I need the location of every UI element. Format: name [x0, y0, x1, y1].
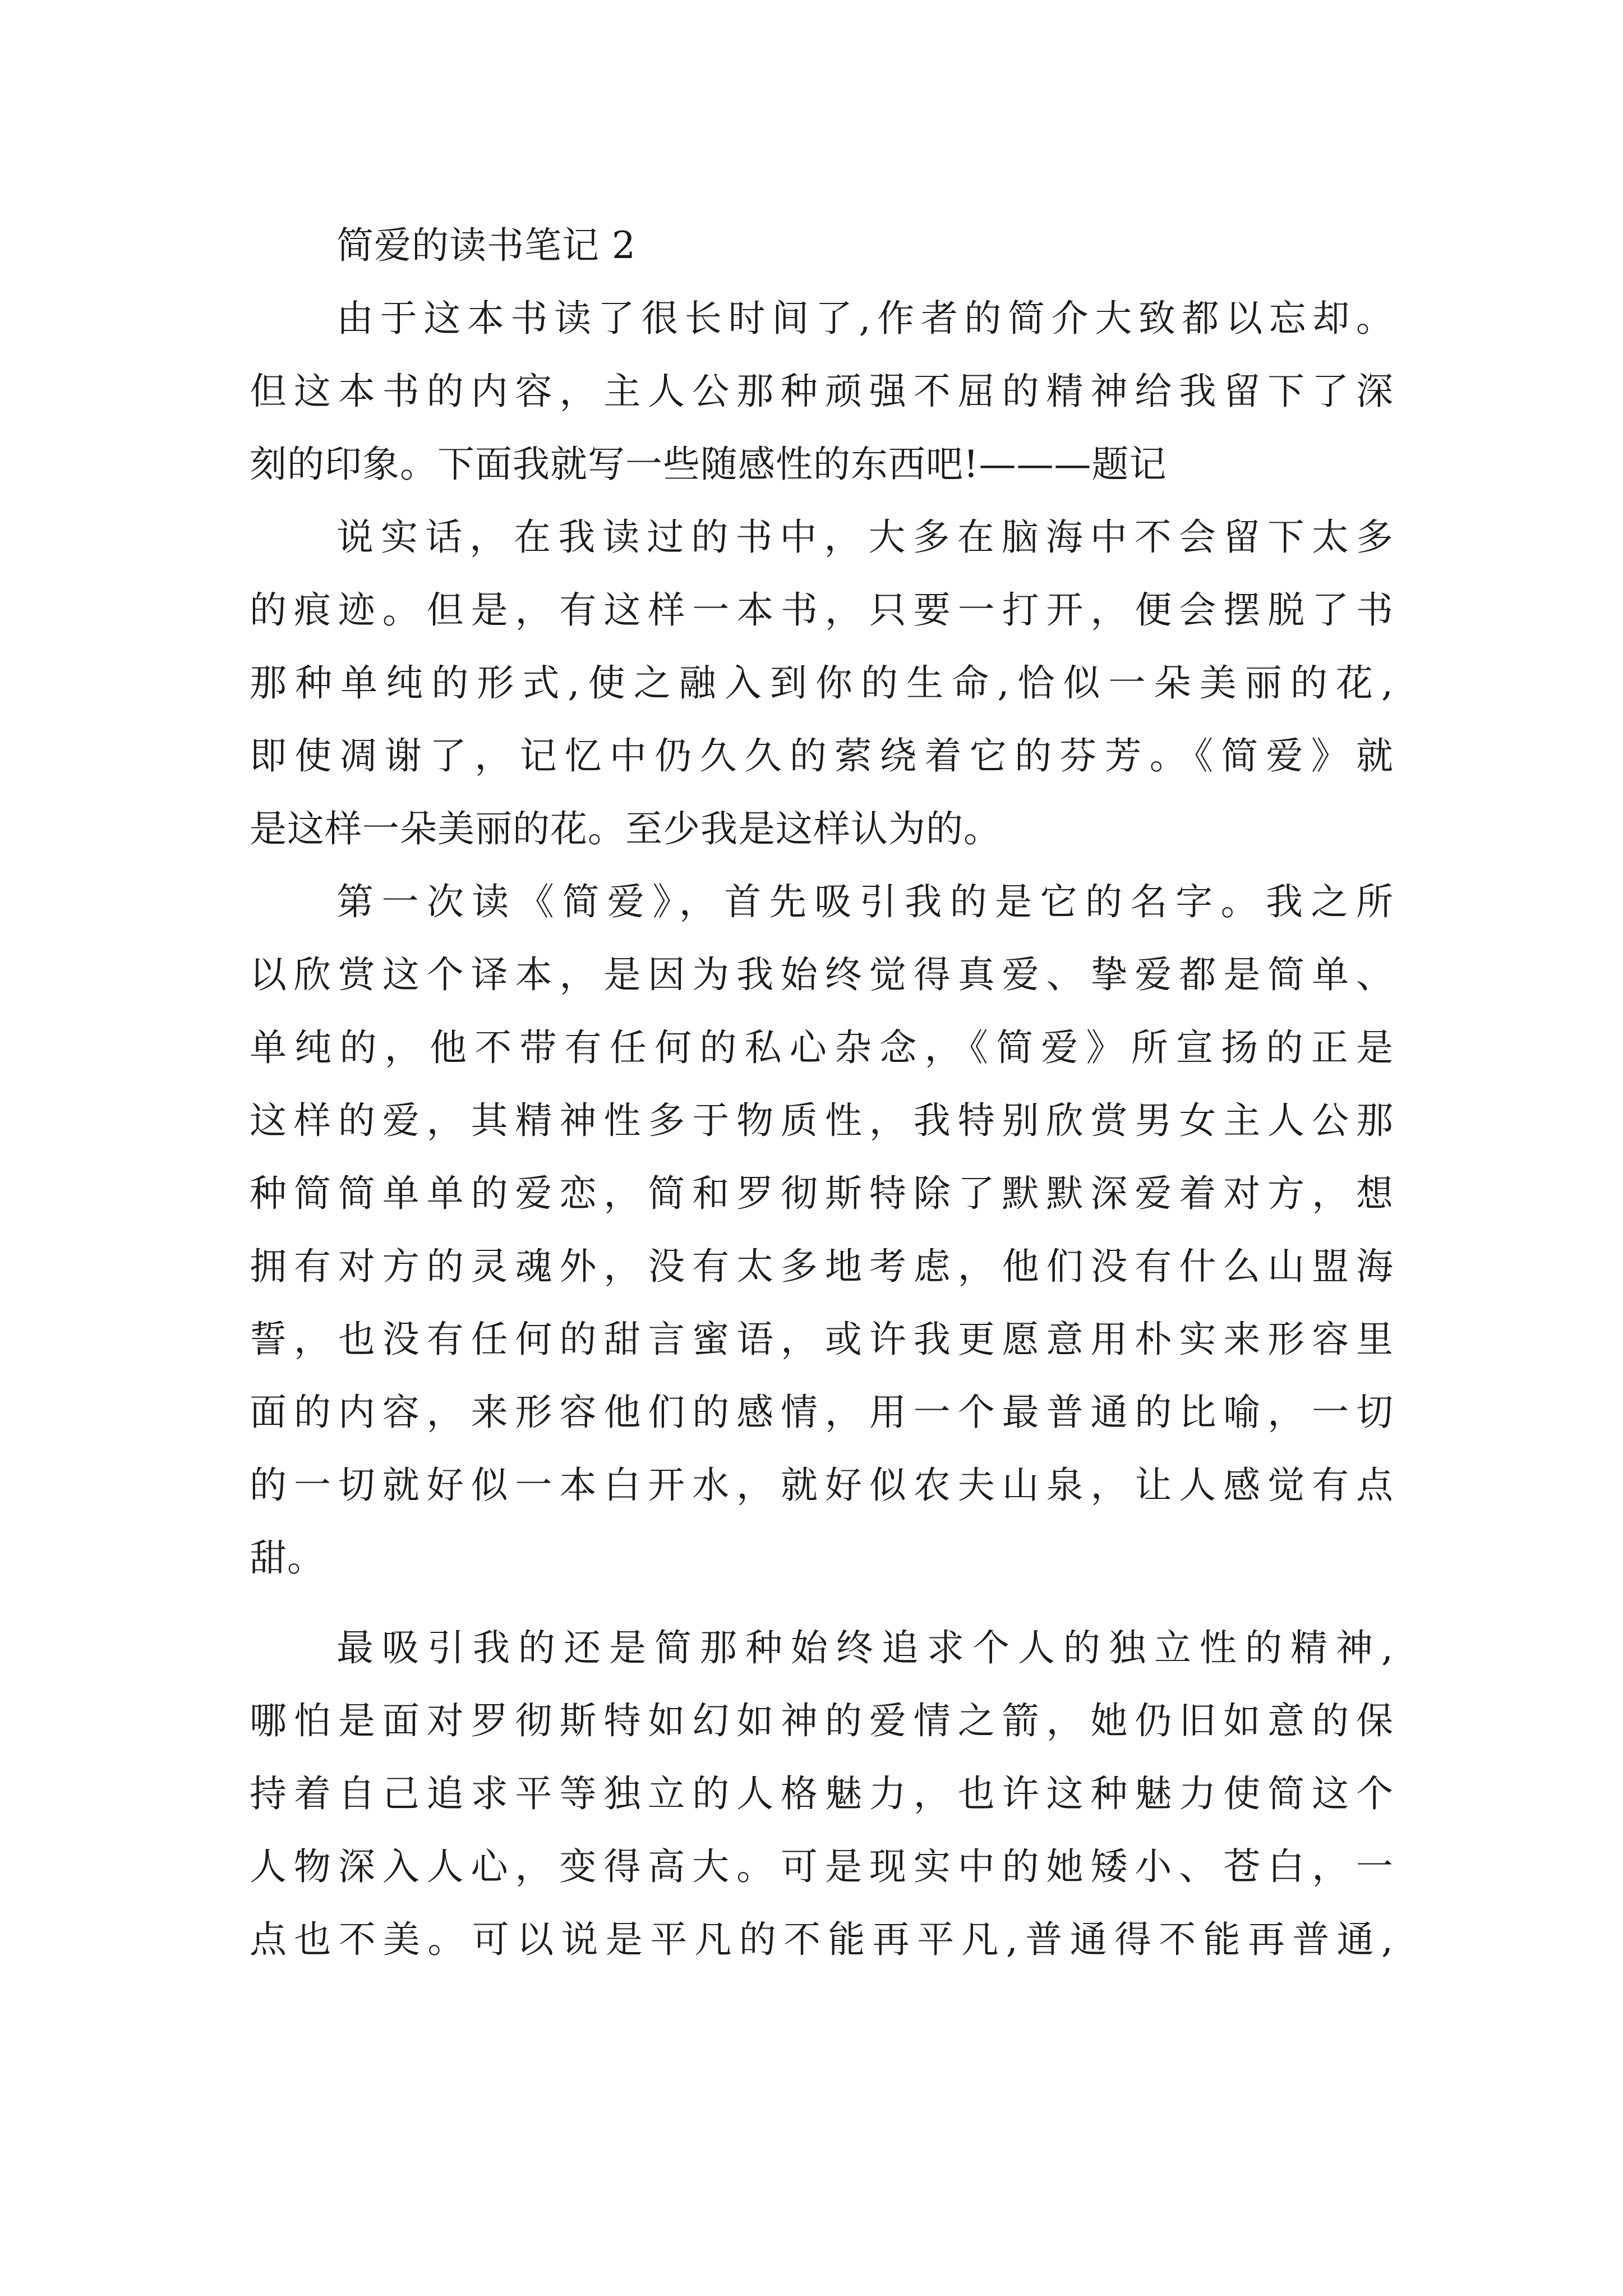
text-line: 的一切就好似一本白开水，就好似农夫山泉，让人感觉有点 — [250, 1464, 1394, 1507]
document-title: 简爱的读书笔记 2 — [336, 224, 636, 267]
text-line: 单纯的，他不带有任何的私心杂念，《简爱》所宣扬的正是 — [250, 1026, 1394, 1069]
text-line: 人物深入人心，变得高大。可是现实中的她矮小、苍白，一 — [250, 1845, 1394, 1888]
text-line: 是这样一朵美丽的花。至少我是这样认为的。 — [250, 807, 1001, 850]
text-line: 甜。 — [250, 1536, 325, 1580]
text-line: 面的内容，来形容他们的感情，用一个最普通的比喻，一切 — [250, 1391, 1394, 1434]
text-line: 持着自己追求平等独立的人格魅力，也许这种魅力使简这个 — [250, 1772, 1394, 1815]
text-line: 点也不美。可以说是平凡的不能再平凡,普通得不能再普通, — [250, 1918, 1394, 1961]
text-line: 即使凋谢了，记忆中仍久久的萦绕着它的芬芳。《简爱》就 — [250, 734, 1394, 777]
text-line: 但这本书的内容，主人公那种顽强不屈的精神给我留下了深 — [250, 370, 1394, 413]
text-line: 哪怕是面对罗彻斯特如幻如神的爱情之箭，她仍旧如意的保 — [250, 1699, 1394, 1742]
text-line: 种简简单单的爱恋，简和罗彻斯特除了默默深爱着对方，想 — [250, 1172, 1394, 1215]
text-line: 拥有对方的灵魂外，没有太多地考虑，他们没有什么山盟海 — [250, 1245, 1394, 1288]
text-line: 这样的爱，其精神性多于物质性，我特别欣赏男女主人公那 — [250, 1099, 1394, 1142]
text-line: 刻的印象。下面我就写一些随感性的东西吧!———题记 — [250, 443, 1167, 486]
text-line: 说实话，在我读过的书中，大多在脑海中不会留下太多 — [336, 516, 1394, 559]
text-line: 由于这本书读了很长时间了,作者的简介大致都以忘却。 — [336, 297, 1394, 340]
text-line: 誓，也没有任何的甜言蜜语，或许我更愿意用朴实来形容里 — [250, 1318, 1394, 1361]
text-line: 那种单纯的形式,使之融入到你的生命,恰似一朵美丽的花, — [250, 661, 1394, 705]
text-line: 第一次读《简爱》，首先吸引我的是它的名字。我之所 — [336, 880, 1394, 923]
text-line: 最吸引我的还是简那种始终追求个人的独立性的精神, — [336, 1626, 1394, 1669]
text-line: 以欣赏这个译本，是因为我始终觉得真爱、挚爱都是简单、 — [250, 953, 1394, 996]
text-line: 的痕迹。但是，有这样一本书，只要一打开，便会摆脱了书 — [250, 588, 1394, 632]
